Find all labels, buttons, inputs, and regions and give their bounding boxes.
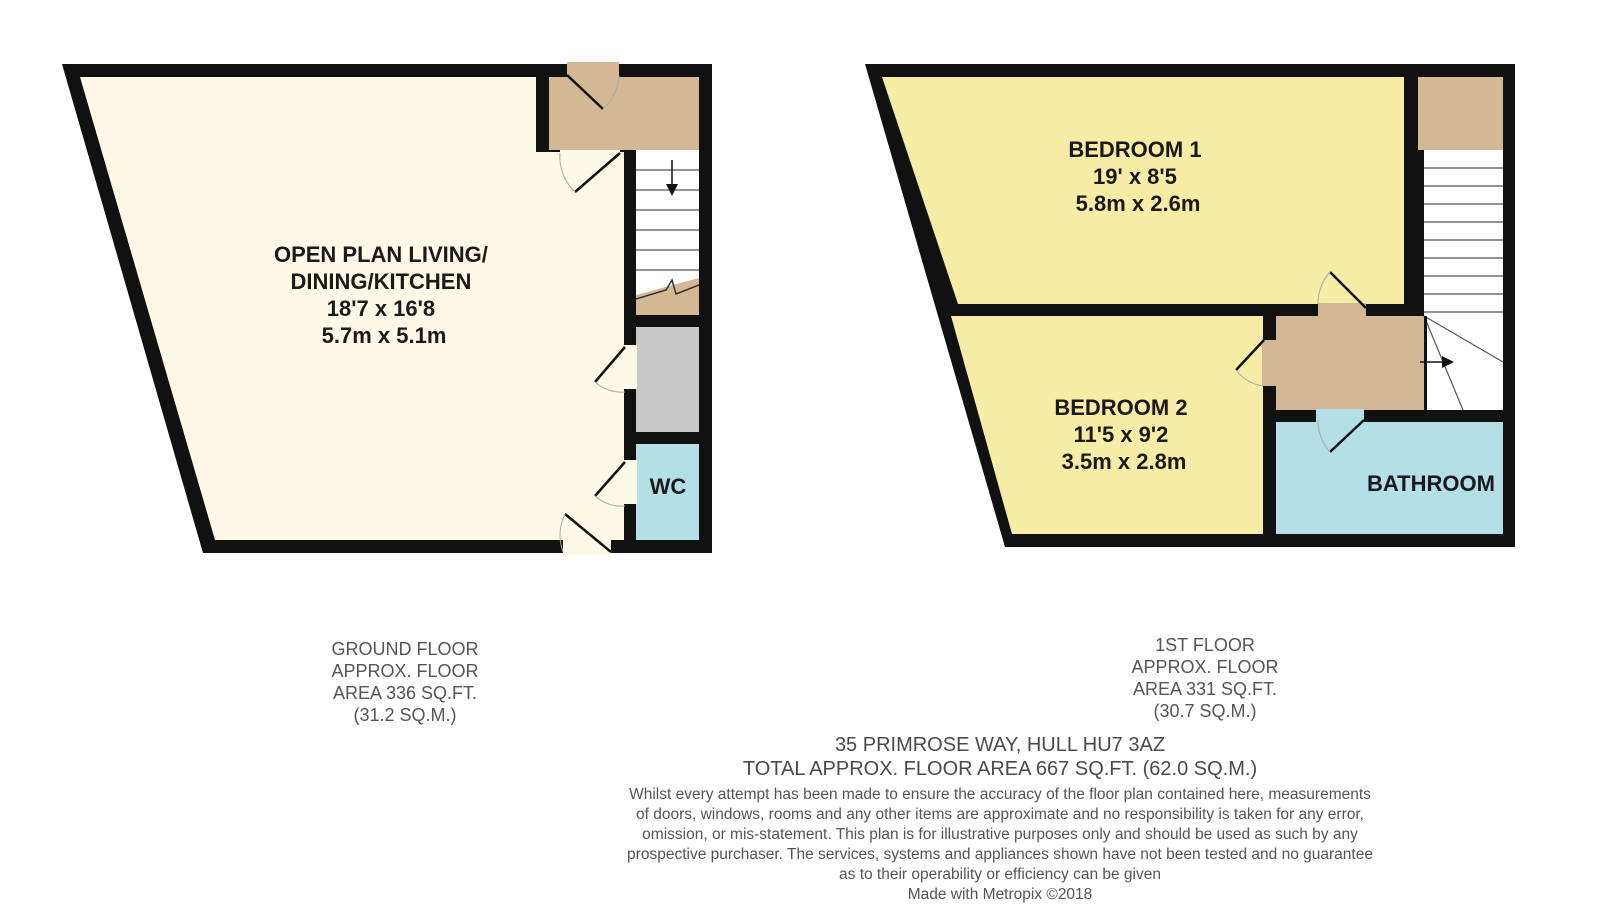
bedroom-2-door-gap — [1262, 340, 1277, 386]
bedroom-1-metric-size: 5.8m x 2.6m — [1075, 191, 1201, 216]
wall-stair-side — [1418, 150, 1424, 316]
bedroom-2-label — [1054, 395, 1193, 474]
wall-landing-stair — [1424, 316, 1427, 410]
front-door-gap — [567, 62, 619, 78]
living-room-label-line: DINING/KITCHEN — [290, 269, 472, 294]
cupboard-door-gap — [623, 345, 637, 389]
hall-door-gap — [560, 150, 620, 154]
bedroom-2-imperial-size: 11'5 x 9'2 — [1073, 422, 1169, 447]
first-floor-info-line: 1ST FLOOR — [1155, 635, 1255, 655]
bathroom-label: BATHROOM — [1367, 471, 1495, 496]
disclaimer-line: omission, or mis-statement. This plan is for illustrative purposes only and should be used as such by any — [642, 826, 1358, 843]
bedroom-2-metric-size: 3.5m x 2.8m — [1061, 449, 1187, 474]
first-floor-info-line: (30.7 SQ.M.) — [1153, 701, 1257, 721]
cupboard — [636, 327, 699, 432]
ground-floor-info-line: AREA 336 SQ.FT. — [332, 683, 478, 703]
ground-floor-info-line: APPROX. FLOOR — [331, 661, 479, 681]
ground-floor-plan — [62, 62, 712, 555]
first-floor-info — [1080, 634, 1330, 722]
wall-cupboard-wc — [624, 432, 712, 444]
bedroom-1-imperial-size: 19' x 8'5 — [1093, 164, 1177, 189]
landing — [1276, 316, 1424, 410]
wall-hall-stairs — [624, 150, 636, 320]
disclaimer-line: of doors, windows, rooms and any other items are approximate and no responsibility is taken for any error, — [635, 806, 1364, 823]
bedroom-2-name: BEDROOM 2 — [1054, 395, 1188, 420]
disclaimer-line: as to their operability or efficiency can be given — [839, 866, 1161, 883]
total-floor-area: TOTAL APPROX. FLOOR AREA 667 SQ.FT. (62.0 SQ.M.) — [742, 758, 1258, 780]
wall-hall-living — [536, 64, 549, 152]
footer — [560, 733, 1440, 905]
wc-door-gap — [623, 460, 637, 504]
entrance-hall — [549, 77, 699, 150]
bedroom-1-door-gap — [1318, 303, 1366, 317]
wall-stair-cupboard — [624, 315, 712, 327]
first-floor-info-line: AREA 331 SQ.FT. — [1132, 679, 1278, 699]
ground-floor-info-line: GROUND FLOOR — [331, 639, 479, 659]
living-room-label-line: OPEN PLAN LIVING/ — [273, 242, 488, 267]
bedroom-1-name: BEDROOM 1 — [1068, 137, 1202, 162]
living-room-metric-size: 5.7m x 5.1m — [321, 323, 447, 348]
bathroom-door-gap — [1316, 409, 1364, 423]
disclaimer-line: prospective purchaser. The services, systems and appliances shown have not been tested and no guarantee — [627, 846, 1373, 863]
living-room-imperial-size: 18'7 x 16'8 — [326, 296, 436, 321]
wall-landing-bathroom — [1263, 410, 1515, 422]
wc-label: WC — [649, 474, 687, 499]
ground-floor-info — [280, 638, 530, 726]
first-floor-info-line: APPROX. FLOOR — [1131, 657, 1279, 677]
staircase-upper — [1424, 150, 1503, 410]
first-floor-plan — [865, 64, 1515, 547]
landing-top — [1418, 77, 1503, 150]
ground-floor-info-line: (31.2 SQ.M.) — [353, 705, 457, 725]
wall-bed1-stairs — [1404, 64, 1418, 316]
metropix-credit: Made with Metropix ©2018 — [907, 886, 1093, 903]
property-address: 35 PRIMROSE WAY, HULL HU7 3AZ — [834, 734, 1166, 756]
disclaimer-line: Whilst every attempt has been made to ensure the accuracy of the floor plan contained here, measurements — [629, 786, 1371, 803]
